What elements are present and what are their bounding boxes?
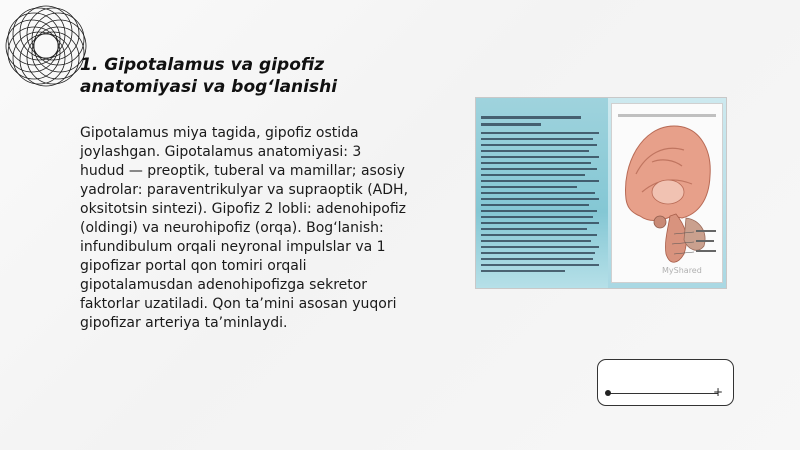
progress-track[interactable]: [608, 393, 718, 394]
figure-text-lines-icon: [481, 114, 605, 274]
figure-text-column: [476, 98, 608, 288]
dot-icon[interactable]: [605, 390, 611, 396]
anatomy-figure: [476, 98, 726, 288]
media-progress-control[interactable]: [597, 359, 734, 406]
slide-body-text: Gipotalamus miya tagida, gipofiz ostida joylashgan. Gipotalamus anatomiyasi: 3 hudud — preoptik, tuberal va mamillar; asosiy yadrolar: paraventrikulyar va supraoptik (ADH, oksitotsin sintezi). Gipofiz 2 lobli: adenohipofiz (oldingi) va neurohipofiz (orqa). Bog‘lanish: infundibulum orqali neyronal impulslar va 1 gipofizar portal qon tomiri orqali gipotalamusdan adenohipofizga sekretor faktorlar uzatiladi. Qon ta’mini asosan yuqori gipofizar arteriya ta’minlaydi.: [80, 125, 409, 331]
slide-title: 1. Gipotalamus va gipofiz anatomiyasi va bog‘lanishi: [80, 55, 338, 97]
plus-icon[interactable]: +: [713, 385, 724, 399]
brain-illustration-icon: [612, 104, 722, 282]
watermark-text: MyShared: [662, 266, 702, 275]
figure-text-blur: [481, 114, 605, 276]
figure-illustration-panel: [612, 104, 722, 282]
